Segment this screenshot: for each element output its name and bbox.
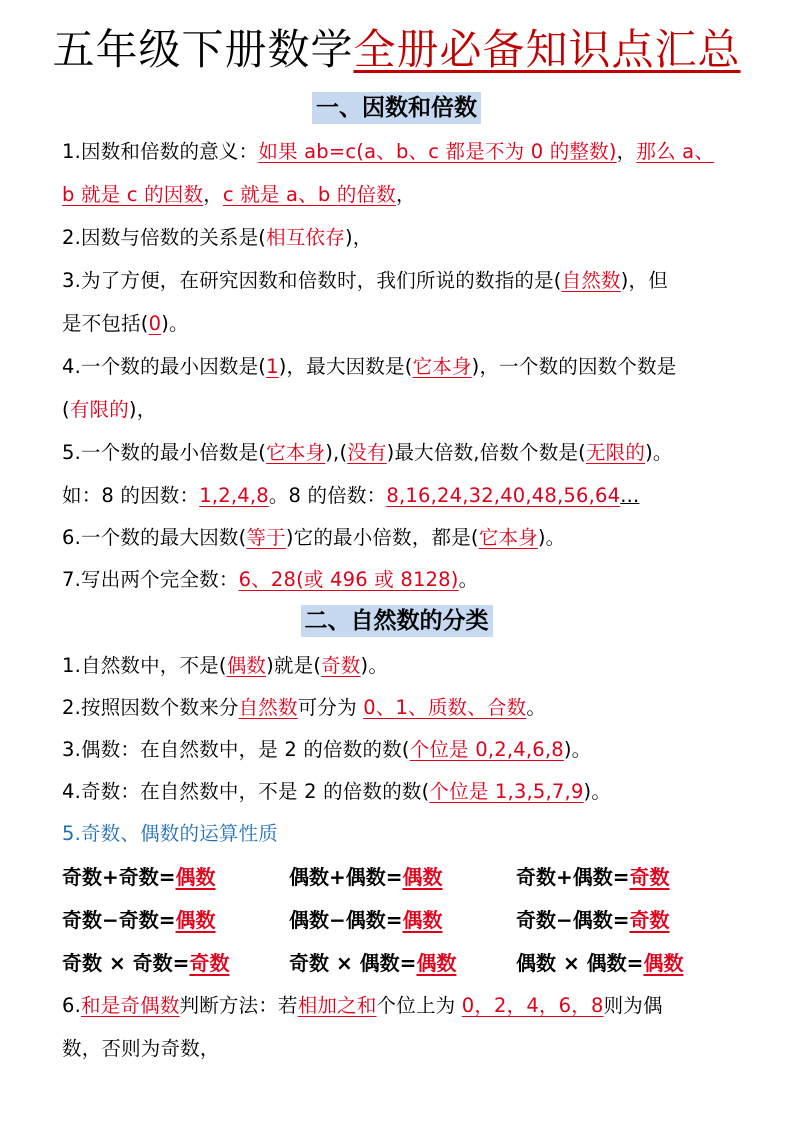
item-2-6-line1: 6.和是奇偶数判断方法：若相加之和个位上为 0，2，4，6，8则为偶 xyxy=(62,994,663,1017)
item-1-4-line2: (有限的)， xyxy=(62,398,157,421)
item-2-2: 2.按照因数个数来分自然数可分为 0、1、质数、合数。 xyxy=(62,696,547,719)
rule-cell: 奇数−奇数=偶数 xyxy=(62,908,216,932)
item-1-4-line1: 4.一个数的最小因数是(1)，最大因数是(它本身)，一个数的因数个数是 xyxy=(62,355,677,378)
item-1-3-line1: 3.为了方便，在研究因数和倍数时，我们所说的数指的是(自然数)，但 xyxy=(62,269,668,292)
rule-cell: 奇数+偶数=奇数 xyxy=(516,865,670,889)
rule-cell: 奇数 × 奇数=奇数 xyxy=(62,951,230,975)
rule-cell: 奇数−偶数=奇数 xyxy=(516,908,670,932)
item-1-2: 2.因数与倍数的关系是(相互依存)， xyxy=(62,226,373,249)
section-heading-1: 一、因数和倍数 xyxy=(0,92,793,124)
item-1-example: 如：8 的因数：1,2,4,8。8 的倍数：8,16,24,32,40,48,56,64... xyxy=(62,484,640,507)
item-1-1-line1: 1.因数和倍数的意义：如果 ab=c(a、b、c 都是不为 0 的整数)，那么 a、 xyxy=(62,140,715,163)
rule-cell: 偶数+偶数=偶数 xyxy=(289,865,443,889)
title-red: 全册必备知识点汇总 xyxy=(353,25,741,74)
item-2-4: 4.奇数：在自然数中，不是 2 的倍数的数(个位是 1,3,5,7,9)。 xyxy=(62,780,612,803)
rule-cell: 偶数−偶数=偶数 xyxy=(289,908,443,932)
item-1-6: 6.一个数的最大因数(等于)它的最小倍数，都是(它本身)。 xyxy=(62,526,566,549)
rule-cell: 奇数 × 偶数=偶数 xyxy=(289,951,457,975)
item-1-1-line2: b 就是 c 的因数，c 就是 a、b 的倍数， xyxy=(62,183,416,206)
section-heading-2: 二、自然数的分类 xyxy=(0,605,793,637)
item-2-6-line2: 数，否则为奇数， xyxy=(62,1037,220,1060)
rule-cell: 偶数 × 偶数=偶数 xyxy=(516,951,684,975)
item-2-3: 3.偶数：在自然数中，是 2 的倍数的数(个位是 0,2,4,6,8)。 xyxy=(62,738,592,761)
subheading-parity-rules: 5.奇数、偶数的运算性质 xyxy=(62,822,279,845)
item-2-1: 1.自然数中，不是(偶数)就是(奇数)。 xyxy=(62,654,389,677)
item-1-5: 5.一个数的最小倍数是(它本身),(没有)最大倍数,倍数个数是(无限的)。 xyxy=(62,441,673,464)
item-1-7: 7.写出两个完全数：6、28(或 496 或 8128)。 xyxy=(62,568,479,591)
item-1-3-line2: 是不包括(0)。 xyxy=(62,312,189,335)
rule-cell: 奇数+奇数=偶数 xyxy=(62,865,216,889)
document-title xyxy=(0,22,793,78)
title-black: 五年级下册数学 xyxy=(52,25,354,74)
